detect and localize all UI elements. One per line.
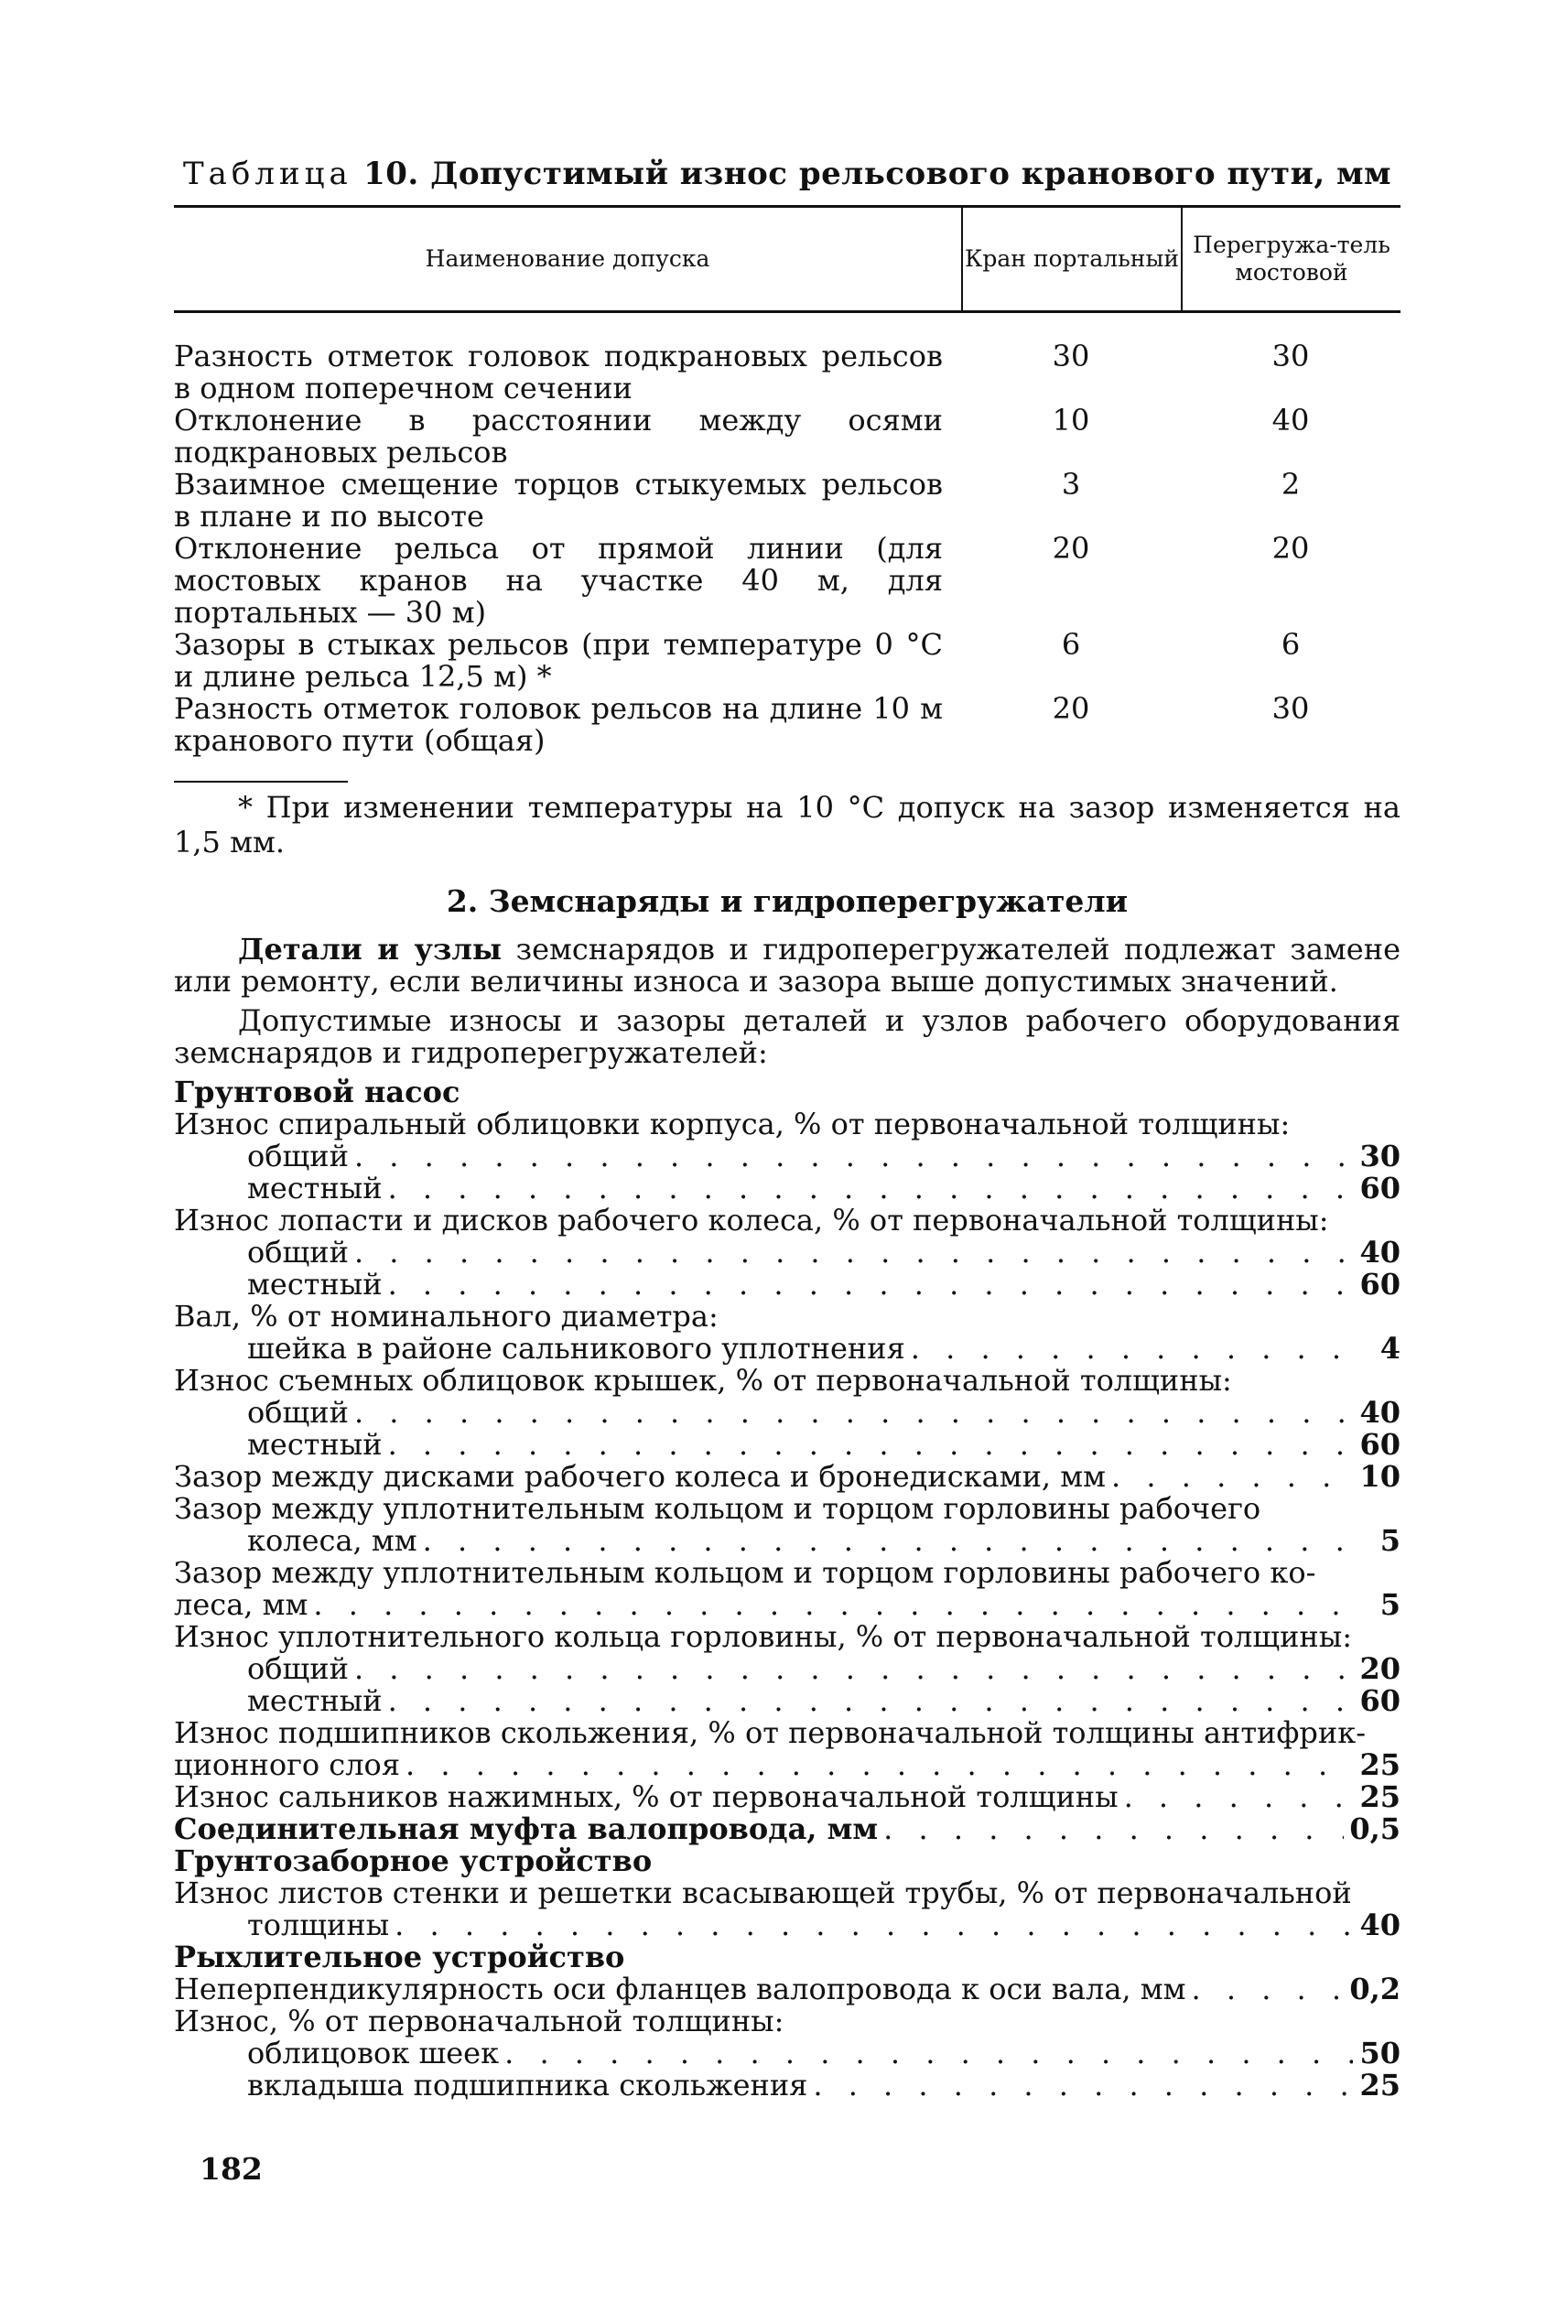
item-value: 20 (1359, 1651, 1400, 1686)
table-header (174, 205, 1400, 313)
row-description: Зазоры в стыках рельсов (при температуре 0 °С и длине рельса 12,5 м) * (174, 627, 943, 694)
row-value-bridge: 40 (1271, 403, 1310, 438)
page-content (174, 156, 1400, 2102)
page-number: 182 (200, 2151, 263, 2187)
list-item (174, 1749, 1400, 1781)
item-value: 50 (1359, 2036, 1400, 2070)
subheading-intake-device: Грунтозаборное устройство (174, 1843, 653, 1878)
list-item (174, 1333, 1400, 1365)
row-value-portal: 6 (1061, 627, 1081, 662)
list-item (174, 2038, 1400, 2070)
item-label: Неперпендикулярность оси фланцев валопровода к оси вала, мм (174, 1972, 1186, 2006)
row-value-bridge: 2 (1281, 467, 1301, 502)
item-value: 60 (1359, 1171, 1400, 1205)
item-label: шейка в районе сальникового уплотнения (247, 1331, 905, 1366)
row-description: Разность отметок головок подкрановых рельсов в одном поперечном сечении (174, 339, 943, 405)
item-value: 25 (1359, 2068, 1400, 2102)
list-item (174, 1269, 1400, 1301)
item-label: вкладыша подшипника скольжения (247, 2068, 808, 2102)
item-label: местный (247, 1171, 383, 1205)
item-value: 25 (1359, 1747, 1400, 1782)
row-value-bridge: 20 (1271, 531, 1310, 566)
dot-leader (1192, 1973, 1345, 2005)
dot-leader (354, 1237, 1353, 1269)
subheading-ripper-device: Рыхлительное устройство (174, 1940, 625, 1974)
row-value-portal: 20 (1052, 531, 1090, 566)
item-label: местный (247, 1267, 383, 1302)
row-description: Разность отметок головок рельсов на длине 10 м кранового пути (общая) (174, 691, 943, 758)
row-description: Отклонение в расстоянии между осями подкрановых рельсов (174, 403, 943, 470)
text-line: Зазор между уплотнительным кольцом и торцом горловины рабочего ко- (174, 1555, 1316, 1590)
table-body (174, 340, 1400, 757)
row-value-bridge: 30 (1271, 691, 1310, 726)
list-item (174, 1685, 1400, 1717)
dot-leader (395, 1909, 1353, 1941)
row-description: Отклонение рельса от прямой линии (для мостовых кранов на участке 40 м, для портальных — 30 м) (174, 531, 943, 630)
dot-leader (423, 1525, 1353, 1557)
list-item (174, 1973, 1400, 2005)
section-title: 2. Земснаряды и гидроперегружатели (446, 883, 1129, 919)
intro-paragraph-bold: Детали и узлы (238, 932, 503, 967)
list-item (174, 1461, 1400, 1493)
list-intro-paragraph: Допустимые износы и зазоры деталей и узлов рабочего оборудования земснарядов и гидроперегружателей: (174, 1003, 1400, 1070)
text-line: Износ листов стенки и решетки всасывающей трубы, % от первоначальной (174, 1875, 1352, 1910)
dot-leader (1111, 1461, 1353, 1493)
intro-paragraph-rest: земснарядов и гидроперегружателей подлежат замене или ремонту, если величины износа и зазора выше допустимых значений. (174, 932, 1400, 999)
table-row (174, 469, 1400, 533)
item-label: леса, мм (174, 1587, 308, 1622)
item-value: 60 (1359, 1683, 1400, 1718)
item-value: 60 (1359, 1267, 1400, 1302)
list-item (174, 1653, 1400, 1685)
item-value: 10 (1359, 1459, 1400, 1494)
item-value: 40 (1359, 1395, 1400, 1430)
dot-leader (354, 1653, 1353, 1685)
item-value: 5 (1379, 1587, 1400, 1622)
dot-leader (354, 1397, 1353, 1429)
dot-leader (313, 1589, 1353, 1621)
row-value-portal: 20 (1052, 691, 1090, 726)
dot-leader (1124, 1781, 1353, 1813)
item-value: 25 (1359, 1779, 1400, 1814)
table-caption (174, 156, 1400, 192)
item-value: 40 (1359, 1908, 1400, 1942)
row-value-portal: 10 (1052, 403, 1090, 438)
item-value: 60 (1359, 1427, 1400, 1462)
list-item (174, 1173, 1400, 1205)
dot-leader (504, 2038, 1353, 2070)
dot-leader (388, 1685, 1353, 1717)
list-item (174, 1781, 1400, 1813)
text-line: Износ, % от первоначальной толщины: (174, 2004, 784, 2038)
table-row (174, 340, 1400, 405)
item-label: облицовок шеек (247, 2036, 500, 2070)
dot-leader (388, 1173, 1353, 1205)
header-portal-crane: Кран портальный (961, 208, 1181, 310)
row-value-portal: 30 (1052, 339, 1090, 373)
row-value-bridge: 6 (1281, 627, 1301, 662)
list-item (174, 1813, 1400, 1845)
subheading-soil-pump: Грунтовой насос (174, 1075, 460, 1109)
list-item (174, 1237, 1400, 1269)
item-label: Износ сальников нажимных, % от первоначальной толщины (174, 1779, 1119, 1814)
table-caption-word: Таблица (182, 156, 352, 192)
dot-leader (911, 1333, 1353, 1365)
item-label: Зазор между дисками рабочего колеса и бронедисками, мм (174, 1459, 1107, 1494)
row-value-portal: 3 (1061, 467, 1081, 502)
text-line: Износ подшипников скольжения, % от первоначальной толщины антифрик- (174, 1715, 1367, 1750)
text-line: Износ уплотнительного кольца горловины, % от первоначальной толщины: (174, 1619, 1352, 1654)
footnote-divider (174, 781, 348, 783)
list-item (174, 2070, 1400, 2102)
item-label: местный (247, 1427, 383, 1462)
item-value: 4 (1379, 1331, 1400, 1366)
text-line: Вал, % от номинального диаметра: (174, 1299, 719, 1334)
item-label: Соединительная муфта валопровода, мм (174, 1811, 879, 1846)
row-description: Взаимное смещение торцов стыкуемых рельсов в плане и по высоте (174, 467, 943, 534)
dot-leader (388, 1269, 1353, 1301)
row-value-bridge: 30 (1271, 339, 1310, 373)
item-label: общий (247, 1139, 349, 1173)
text-line: Зазор между уплотнительным кольцом и торцом горловины рабочего (174, 1491, 1261, 1526)
item-label: общий (247, 1395, 349, 1430)
item-label: ционного слоя (174, 1747, 400, 1782)
header-tolerance-name: Наименование допуска (425, 245, 710, 272)
table-caption-text: 10. Допустимый износ рельсового кранового пути, мм (363, 156, 1392, 192)
dot-leader (388, 1429, 1353, 1461)
item-label: общий (247, 1235, 349, 1270)
list-item (174, 1589, 1400, 1621)
footnote: * При изменении температуры на 10 °С допуск на зазор изменяется на 1,5 мм. (174, 790, 1400, 859)
intro-paragraph (174, 934, 1400, 998)
text-line: Износ лопасти и дисков рабочего колеса, % от первоначальной толщины: (174, 1203, 1329, 1238)
table-row (174, 693, 1400, 757)
list-item (174, 1140, 1400, 1173)
table-row (174, 629, 1400, 693)
item-label: местный (247, 1683, 383, 1718)
list-item (174, 1397, 1400, 1429)
text-line: Износ спиральный облицовки корпуса, % от первоначальной толщины: (174, 1107, 1291, 1141)
item-value: 5 (1379, 1523, 1400, 1558)
item-value: 40 (1359, 1235, 1400, 1270)
list-item (174, 1429, 1400, 1461)
dot-leader (406, 1749, 1353, 1781)
list-item (174, 1525, 1400, 1557)
header-bridge-loader: Перегружа-тель мостовой (1181, 208, 1400, 310)
list-item (174, 1909, 1400, 1941)
item-value: 0,2 (1349, 1972, 1400, 2006)
item-label: общий (247, 1651, 349, 1686)
dot-leader (883, 1813, 1344, 1845)
dot-leader (813, 2070, 1353, 2102)
item-value: 30 (1359, 1139, 1400, 1173)
dot-leader (354, 1140, 1353, 1173)
item-value: 0,5 (1349, 1811, 1400, 1846)
table-row (174, 405, 1400, 469)
item-label: толщины (247, 1908, 390, 1942)
text-line: Износ съемных облицовок крышек, % от первоначальной толщины: (174, 1363, 1232, 1398)
table-row (174, 533, 1400, 629)
item-label: колеса, мм (247, 1523, 417, 1558)
